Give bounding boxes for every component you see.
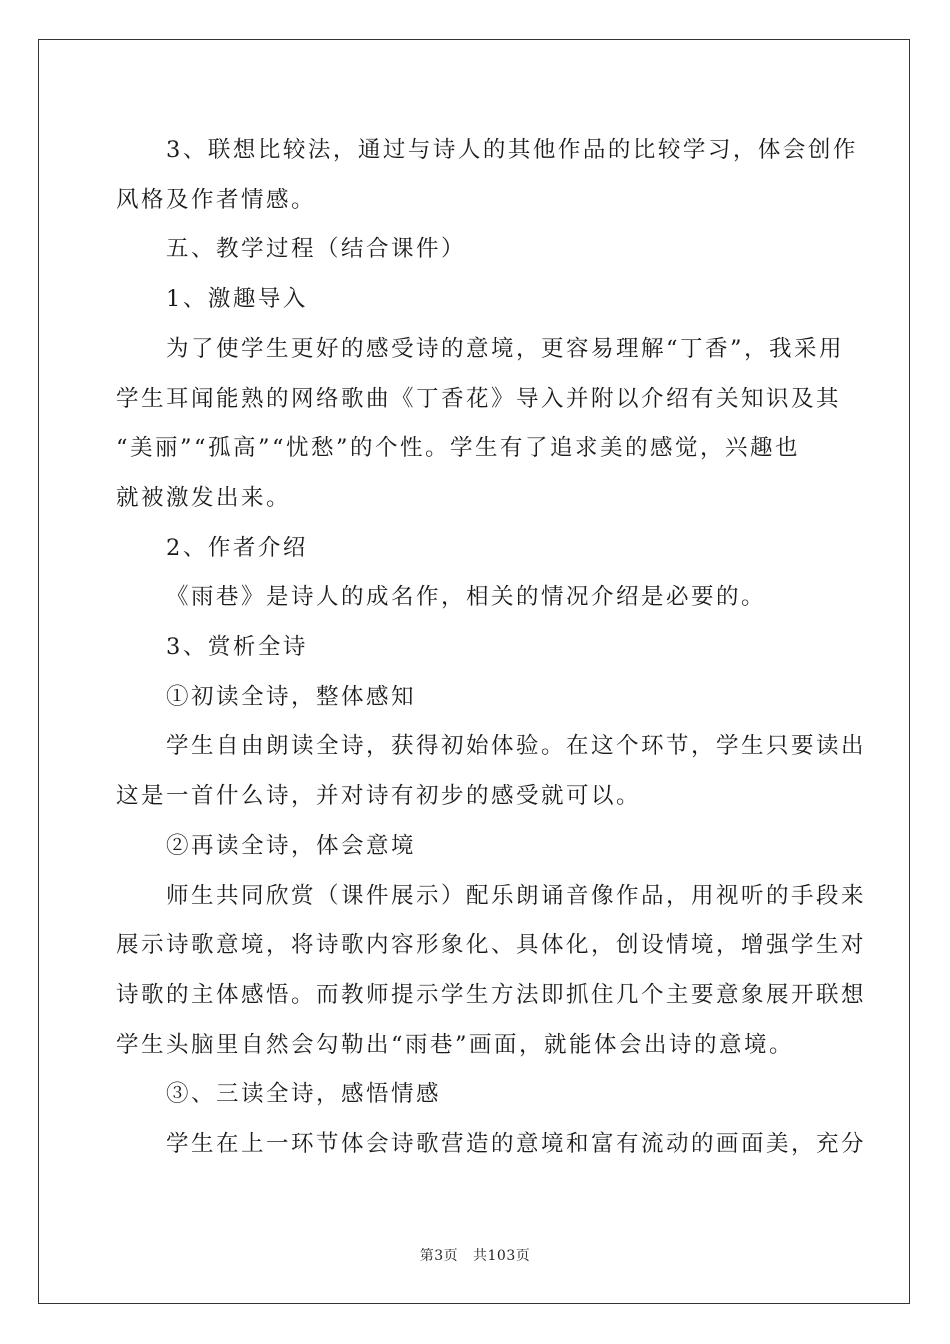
- paragraph-line: 诗歌的主体感悟。而教师提示学生方法即抓住几个主要意象展开联想: [116, 981, 867, 1008]
- paragraph-line: 学生自由朗读全诗，获得初始体验。在这个环节，学生只要读出: [166, 733, 867, 760]
- paragraph-line: 这是一首什么诗，并对诗有初步的感受就可以。: [116, 783, 642, 810]
- page-number: 第3页: [419, 1248, 459, 1264]
- paragraph-line: 《雨巷》是诗人的成名作，相关的情况介绍是必要的。: [166, 584, 767, 611]
- section-heading: 五、教学过程（结合课件）: [166, 236, 467, 263]
- paragraph-line: 就被激发出来。: [116, 484, 292, 511]
- paragraph-line: 师生共同欣赏（课件展示）配乐朗诵音像作品，用视听的手段来: [166, 882, 867, 909]
- paragraph-line: “美丽”“孤高”“忧愁”的个性。学生有了追求美的感觉，兴趣也: [116, 435, 801, 462]
- page-total: 共103页: [473, 1248, 531, 1264]
- subsection-heading: 2、作者介绍: [166, 534, 308, 561]
- paragraph-line: 为了使学生更好的感受诗的意境，更容易理解“丁香”，我采用: [166, 335, 845, 362]
- step-heading: ③、三读全诗，感悟情感: [166, 1081, 442, 1108]
- subsection-heading: 3、赏析全诗: [166, 634, 308, 661]
- paragraph-line: 学生耳闻能熟的网络歌曲《丁香花》导入并附以介绍有关知识及其: [116, 385, 842, 412]
- paragraph-line: 展示诗歌意境，将诗歌内容形象化、具体化，创设情境，增强学生对: [116, 932, 867, 959]
- step-heading: ②再读全诗，体会意境: [166, 832, 417, 859]
- page-footer: [0, 1245, 950, 1265]
- paragraph-line: 3、联想比较法，通过与诗人的其他作品的比较学习，体会创作: [166, 137, 858, 163]
- document-body: [116, 126, 867, 1170]
- step-heading: ①初读全诗，整体感知: [166, 683, 417, 710]
- paragraph-line: 学生头脑里自然会勾勒出“雨巷”画面，就能体会出诗的意境。: [116, 1031, 795, 1058]
- subsection-heading: 1、激趣导入: [166, 286, 308, 313]
- paragraph-line: 学生在上一环节体会诗歌营造的意境和富有流动的画面美，充分: [166, 1131, 867, 1158]
- paragraph-line: 风格及作者情感。: [116, 186, 317, 213]
